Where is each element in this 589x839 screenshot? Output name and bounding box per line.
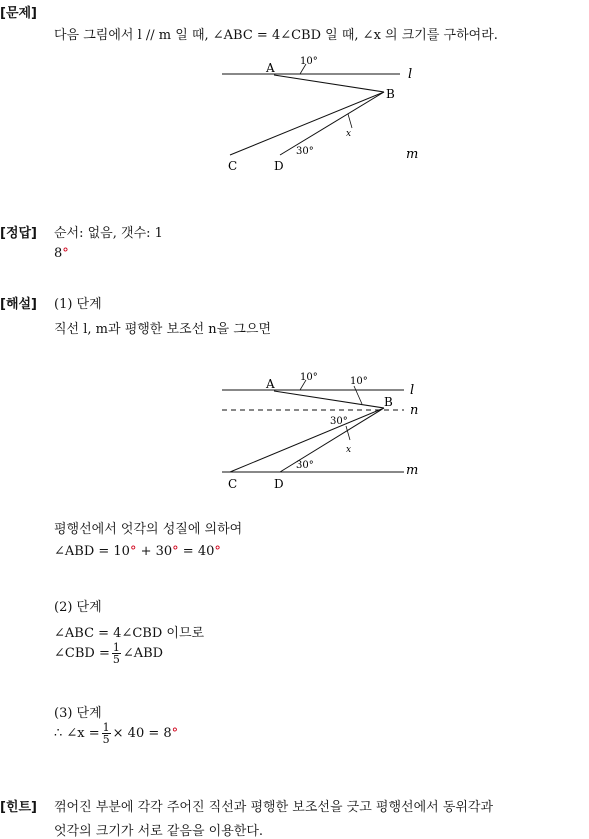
label-angle-top: 10°	[300, 56, 318, 67]
solution-tag: [해설]	[0, 297, 37, 312]
label-angle-x: x	[346, 129, 352, 139]
step1-title: (1) 단계	[54, 297, 102, 312]
step1-text2: 평행선에서 엇각의 성질에 의하여	[54, 522, 243, 537]
hint-line1: 꺾어진 부분에 각각 주어진 직선과 평행한 보조선을 긋고 평행선에서 동위각과	[54, 800, 494, 815]
label-angle-x: x	[346, 445, 352, 455]
label-angle-top-right: 10°	[350, 376, 368, 387]
label-angle-bottom: 30°	[296, 146, 314, 157]
eq-left: ∴ ∠x =	[54, 726, 100, 741]
label-D: D	[274, 159, 284, 173]
segment-AB	[274, 75, 384, 92]
step2-title: (2) 단계	[54, 600, 102, 615]
label-B: B	[384, 395, 393, 409]
step3-title: (3) 단계	[54, 706, 102, 721]
fraction	[112, 642, 121, 665]
label-A: A	[266, 61, 275, 75]
solution-figure	[200, 366, 440, 496]
label-B: B	[386, 87, 395, 101]
label-m: m	[406, 463, 419, 478]
eq-right: × 40 = 8	[112, 726, 172, 741]
step1-equation	[54, 544, 221, 559]
eq-part-a: ∠ABD = 10	[54, 544, 130, 559]
hint-tag: [힌트]	[0, 800, 37, 815]
label-l: l	[408, 67, 413, 82]
label-angle-bottom: 30°	[296, 460, 314, 471]
frac-den: 5	[112, 653, 120, 666]
label-C: C	[228, 159, 238, 173]
degree-mark: °	[62, 246, 69, 261]
step3-equation	[54, 722, 178, 745]
degree-mark: °	[214, 544, 221, 559]
eq-part-b: + 30	[136, 544, 173, 559]
eq-left: ∠CBD =	[54, 646, 110, 661]
eq-right: ∠ABD	[122, 646, 164, 661]
fraction	[102, 722, 111, 745]
answer-line1: 순서: 없음, 갯수: 1	[54, 226, 163, 241]
label-l: l	[410, 383, 415, 398]
answer-tag: [정답]	[0, 226, 37, 241]
frac-den: 5	[102, 733, 110, 746]
problem-statement: 다음 그림에서 l // m 일 때, ∠ABC = 4∠CBD 일 때, ∠x 의 크기를 구하여라.	[54, 28, 498, 43]
frac-num: 1	[112, 641, 120, 654]
label-n: n	[410, 403, 419, 418]
step2-eq2	[54, 642, 163, 665]
problem-tag: [문제]	[0, 6, 37, 21]
answer-value: 8	[54, 246, 63, 261]
arrow-x	[348, 114, 352, 128]
label-angle-top-left: 10°	[300, 372, 318, 383]
problem-figure	[200, 50, 440, 180]
degree-mark: °	[172, 544, 179, 559]
step1-text: 직선 l, m과 평행한 보조선 n을 그으면	[54, 322, 272, 337]
arrow-top-right	[354, 386, 362, 404]
degree-mark: °	[171, 726, 179, 741]
frac-num: 1	[102, 721, 110, 734]
eq-part-c: = 40	[178, 544, 215, 559]
label-m: m	[406, 147, 419, 162]
step2-eq1: ∠ABC = 4∠CBD 이므로	[54, 626, 205, 641]
degree-mark: °	[129, 544, 137, 559]
label-C: C	[228, 477, 238, 491]
hint-line2: 엇각의 크기가 서로 같음을 이용한다.	[54, 824, 264, 839]
label-A: A	[266, 377, 275, 391]
arrow-x	[346, 426, 350, 440]
answer-value-line	[54, 246, 69, 261]
label-angle-mid: 30°	[330, 416, 348, 427]
segment-AB	[274, 391, 384, 408]
label-D: D	[274, 477, 284, 491]
